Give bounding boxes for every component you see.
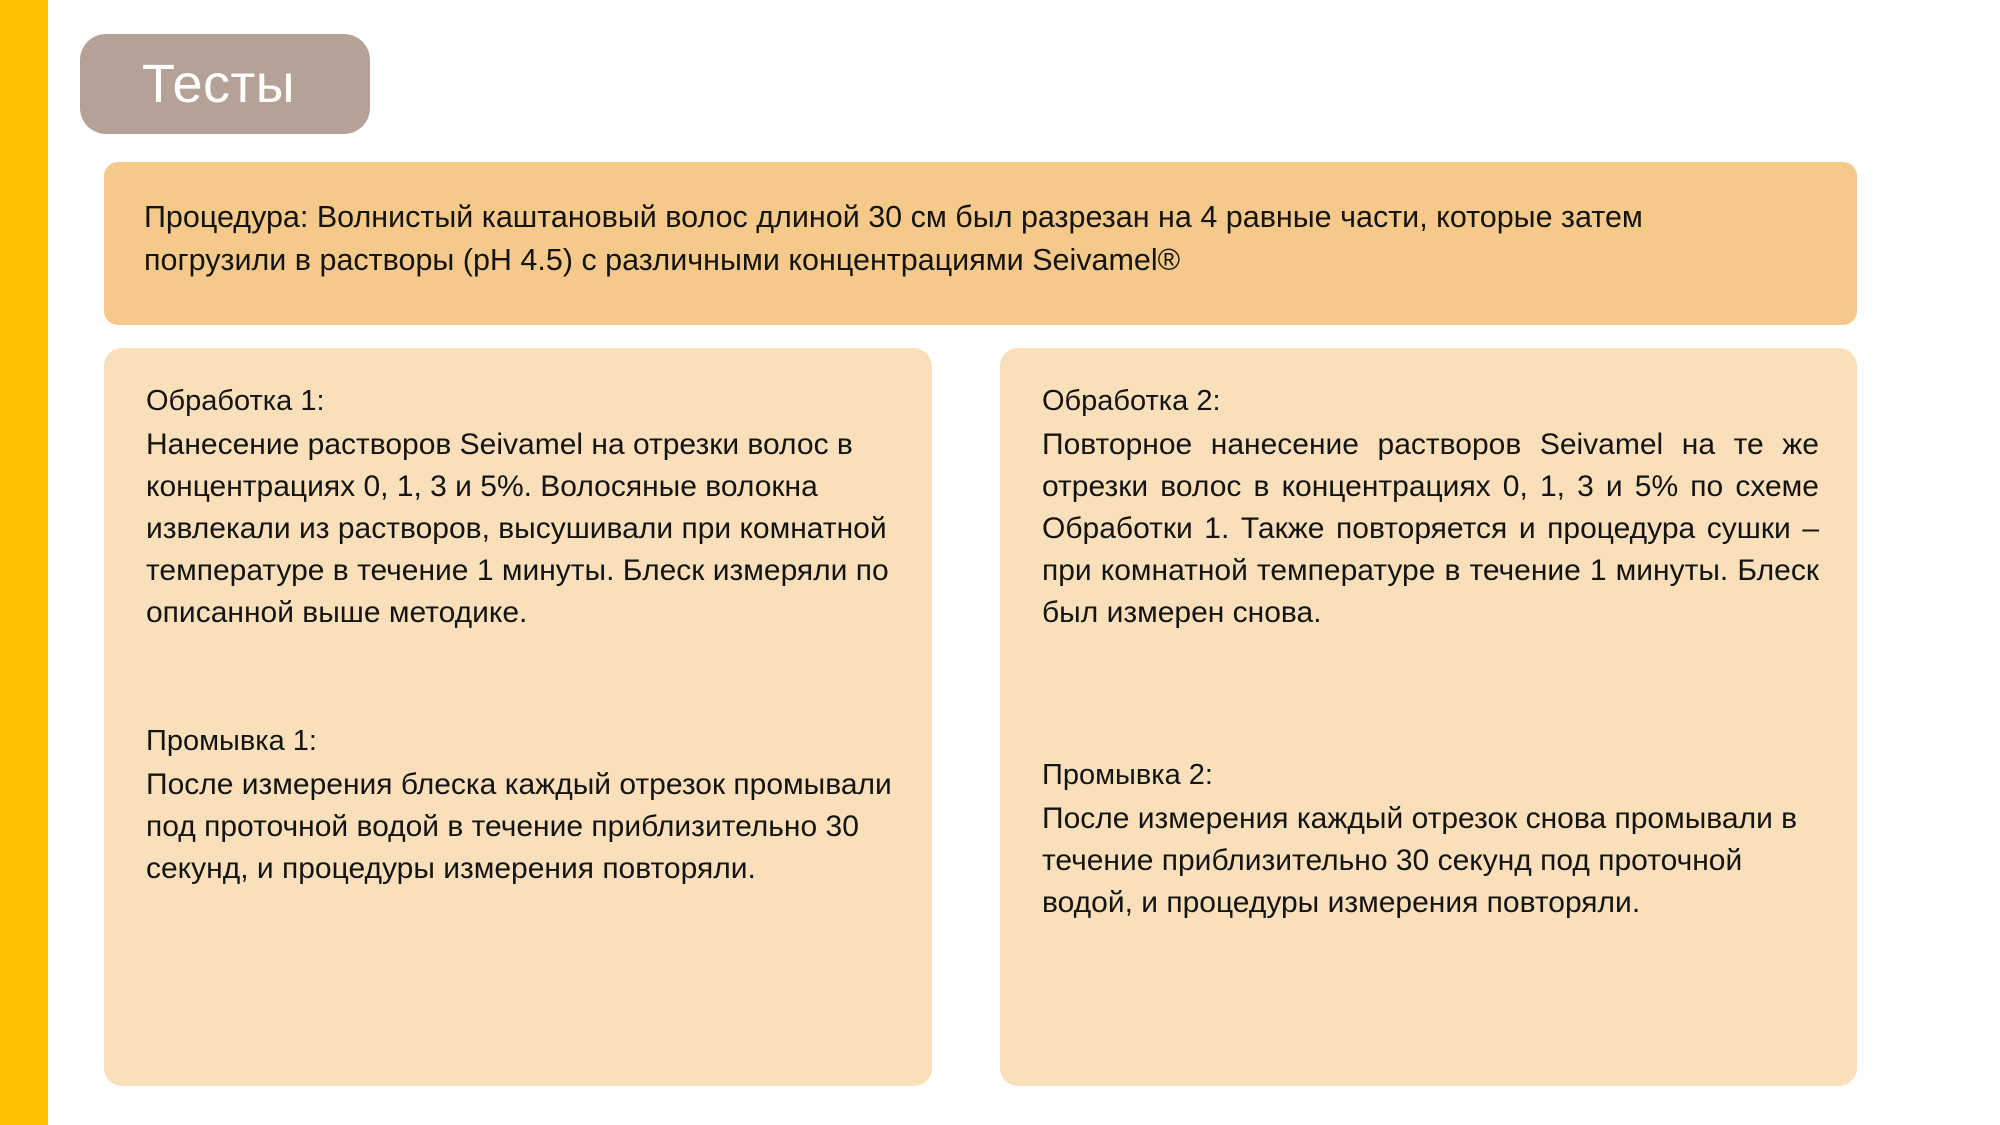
left-accent-bar <box>0 0 48 1125</box>
treatment-1-body: Нанесение растворов Seivamel на отрезки волос в концентрациях 0, 1, 3 и 5%. Волосяные волокна извлекали из растворов, высушивали при комнатной температуре в течение 1 минуты. Блеск измеряли по описанной выше методике. <box>146 428 889 630</box>
treatment-card-1 <box>104 348 932 1086</box>
card-2-spacer <box>1042 634 1819 754</box>
page-title: Тесты <box>142 54 296 114</box>
treatment-2-body: Повторное нанесение растворов Seivamel на те же отрезки волос в концентрациях 0, 1, 3 и 5% по схеме Обработки 1. Также повторяется и процедура сушки – при комнатной температуре в течение 1 минуты. Блеск был измерен снова. <box>1042 428 1819 630</box>
rinse-2-body: После измерения каждый отрезок снова промывали в течение приблизительно 30 секунд под проточной водой, и процедуры измерения повторяли. <box>1042 802 1798 920</box>
rinse-1-body: После измерения блеска каждый отрезок промывали под проточной водой в течение приблизительно 30 секунд, и процедуры измерения повторяли. <box>146 768 892 886</box>
treatment-card-2 <box>1000 348 1857 1086</box>
rinse-1-title: Промывка 1: <box>146 725 317 758</box>
rinse-2-title: Промывка 2: <box>1042 759 1213 792</box>
treatment-1-title: Обработка 1: <box>146 385 325 417</box>
procedure-banner <box>104 162 1857 325</box>
slide-title-pill <box>80 34 370 134</box>
treatment-2-title: Обработка 2: <box>1042 385 1221 417</box>
card-1-spacer <box>146 634 894 720</box>
procedure-text: Процедура: Волнистый каштановый волос длиной 30 см был разрезан на 4 равные части, которые затем погрузили в растворы (pH 4.5) с различными концентрациями Seivamel® <box>144 200 1643 278</box>
